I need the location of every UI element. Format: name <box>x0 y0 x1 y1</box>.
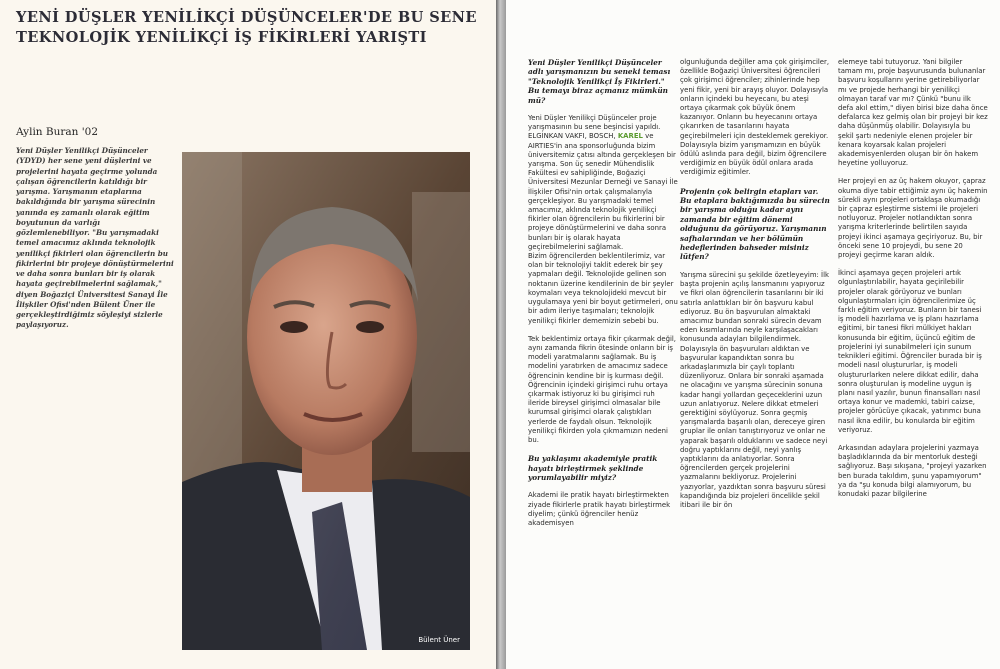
interview-answer: olgunluğunda değiller ama çok girişimciler, özellikle Boğaziçi Üniversitesi öğrencileri çok girişimci öğrenciler; zihinlerinde hep yeni fikir, yeni bir arayış oluyor. Dolayısıyla onların içindeki bu heyecanı, bu ateşi ortaya çıkarmak çok büyük önem kazanıyor. Onların bu heyecanını ortaya çıkarırken de tasarılarını hayata geçirebilmeleri için desteklemek gerekiyor. Dolayısıyla bizim yarışmamızın en büyük ödülü aslında para değil, bizim öğrencilere verdiğimiz en büyük ödül onlara arada verdiğimiz eğitimler. <box>680 58 830 177</box>
interview-answer: Yarışma sürecini şu şekilde özetleyeyim: İlk başta projenin açılış lansmanını yapıyoruz ve fikri olan öğrencilerin tasarılarını bir iki satırla anlattıkları bir ön başvuru kabul ediyoruz. Bu ön başvurulan almaktaki amacımız bundan sonraki sürecin devam eden kısımlarında neyle karşılaşacakları konusunda adayları bilgilendirmek. Dolayısıyla ön başvuruları aldıktan ve başvurular kapandıktan sonra bu arkadaşlarımızla bir çaylı toplantı düzenliyoruz. Onlara bir sonraki aşamada ne olacağını ve yarışma sürecinin sonuna kadar hangi yollardan geçeceklerini uzun uzun anlatıyoruz. Nelere dikkat etmeleri gerektiğini söylüyoruz. Sonra geçmiş yarışmalarda başarılı olan, dereceye giren gruplar ile onları tanıştırıyoruz ve onlar ne yaparak başarılı olduklarını ve sadece neyi doğru yaptıklarını değil, neyi yanlış yaptıklarını da anlatıyorlar. Sonra öğrencilerden gerçek projelerini yazmalarını bekliyoruz. Projelerini yazıyorlar, yazdıktan sonra başvuru süresi kapandığında biz projeleri öncelikle şekil itibari ile bir ön <box>680 270 829 509</box>
interview-answer: Her projeyi en az üç hakem okuyor, çapraz okuma diye tabir ettiğimiz aynı üç hakemin sürekli aynı projeleri ortaklaşa okumadığı bir çapraz eşleştirme sistemi ile projeleri notluyoruz. Projeler notlandıktan sonra yarışma kriterlerinde belirtilen sayıda projeyi ikinci aşamaya geçiriyoruz. Bu, bir önceki sene 10 projeydi, bu sene 20 projeyi geçirme kararı aldık. <box>838 177 988 260</box>
interview-answer: İkinci aşamaya geçen projeleri artık olgunlaştırılabilir, hayata geçirilebilir projeler olarak görüyoruz ve bunları olgunlaştırmaları için öğrencilerimize üç farklı eğitim veriyoruz. Bunların bir tanesi iş modeli hazırlama ve iş planı hazırlama eğitimi, bir tanesi fikri mülkiyet hakları konusunda bir eğitim, üçüncü eğitim de projelerini iyi sunabilmeleri için sunum teknikleri eğitimi. Öğrenciler burada bir iş modeli nasıl oluştururlar, iş modeli oluştururlarken nelere dikkat edilir, daha sonra oluşturulan iş modeline uygun iş planı nasıl yazılır, bunun finansalları nasıl ortaya konur ve mademki, tabiri caizse, projeler görücüye çıkacak, yatırımcı buna nasıl ikna edilir, bu konularda bir eğitim veriyoruz. <box>838 269 982 434</box>
sponsor-name-karel: KAREL <box>617 132 643 141</box>
interview-question: Yeni Düşler Yenilikçi Düşünceler adlı yarışmanızın bu seneki teması "Teknolojik Yenilikçi İş Fikirleri." Bu temayı biraz açmanız mümkün mü? <box>528 58 671 105</box>
left-page <box>0 0 496 669</box>
portrait-illustration <box>182 152 470 650</box>
interview-question: Projenin çok belirgin etapları var. Bu etaplara baktığımızda bu sürecin bir yarışma olduğu kadar aynı zamanda bir eğitim dönemi olduğunu da görüyoruz. Yarışmanın safhalarından ve her bölümün hedeflerinden bahseder misiniz lütfen? <box>680 186 830 262</box>
interview-answer: elemeye tabi tutuyoruz. Yani bilgiler tamam mı, proje başvurusunda bulunanlar başvuru koşullarını yerine getirebiliyorlar mı ve projede herhangi bir yenilikçi olmayan taraf var mı? Çünkü "bunu ilk defa akıl ettim," diyen birisi bize daha önce defalarca kez gelmiş olan bir projeyi bir kez daha düşünmüş olabilir. Dolayısıyla bu şekil şartı nedeniyle elenen projeler bir kenara koyarsak kalan projeleri akademisyenlerden oluşan bir ön hakem heyetine yolluyoruz. <box>838 58 988 168</box>
text-column-2 <box>680 58 830 519</box>
article-title-line-2: TEKNOLOJİK YENİLİKÇİ İŞ FİKİRLERİ YARIŞTI <box>16 29 427 46</box>
answer-text: Bizim öğrencilerden beklentilerimiz, var olan bir teknolojiyi taklit ederek bir şey yapmaları değil. Teknolojide gelinen son noktanın üzerine kendilerinin de bir şeyler koymaları veya teknolojideki mevcut bir uygulamaya yeni bir boyut getirmeleri, onu bir adım ileriye taşımaları; teknolojik yenilikçi fikirler dememizin sebebi bu. <box>528 252 678 325</box>
text-column-1 <box>528 58 678 537</box>
photo-caption: Bülent Üner <box>418 636 460 644</box>
article-title <box>16 8 486 48</box>
interview-answer: Arkasından adaylara projelerini yazmaya başladıklarında da bir mentorluk desteği sağlıyoruz. Başı sıkışana, "projeyi yazarken ben burada takıldım, şunu yapamıyorum" ya da "şu konuda bilgi alamıyorum, bu konudaki pazar bilgilerine <box>838 443 987 498</box>
interview-answer <box>528 114 678 326</box>
intro-paragraph: Yeni Düşler Yenilikçi Düşünceler (YDYD) her sene yeni düşlerini ve projelerini hayata geçirme yolunda çalışan öğrencilerin katıldığı bir yarışma. Yarışmanın etaplarına bakıldığında bir yarışma sürecinin yanında eş zamanlı olarak eğitim boyutunun da varlığı gözlemlenebiliyor. "Bu yarışmadaki temel amacımız aklında teknolojik yenilikçi fikirleri olan öğrencilerin bu fikirlerini bir projeye dönüştürmelerini ve daha sonra bunları bir iş olarak hayata geçirebilmelerini sağlamak," diyen Boğaziçi Üniversitesi Sanayi İle İlişkiler Ofisi'nden Bülent Üner ile gerçekleştirdiğimiz söyleşiyi sizlerle paylaşıyoruz. <box>16 146 174 330</box>
right-page <box>506 0 1000 669</box>
page-gutter <box>496 0 506 669</box>
interview-answer: Tek beklentimiz ortaya fikir çıkarmak değil, aynı zamanda fikrin ötesinde onların bir iş modeli yaratmalarını sağlamak. Bu iş modelini yaratırken de amacımız sadece öğrencinin kendine bir iş kurması değil. Öğrencinin içindeki girişimci ruhu ortaya çıkarmak istiyoruz ki bu girişimci ruh ileride bireysel girişimci olmasalar bile kurumsal girişimci olarak çalıştıkları yerlerde de faydalı olsun. Teknolojik yenilikçi fikirden yola çıkmamızın nedeni bu. <box>528 334 676 444</box>
portrait-photo <box>182 152 470 650</box>
answer-text: ve AIRTIES'in ana sponsorluğunda bizim üniversitemiz çatısı altında gerçekleşen bir yarışma. Son üç senedir Mühendislik Fakültesi ev sahipliğinde, Boğaziçi Üniversitesi Mezunlar Derneği ve Sanayi İle İlişkiler Ofisi'nin ortak çalışmalarıyla gerçekleşiyor. Bu yarışmadaki temel amacımız, aklında teknolojik yenilikçi fikirler olan öğrencilerin bu fikirlerini bir projeye dönüştürmelerini ve daha sonra bunları bir iş olarak hayata geçirebilmelerini sağlamak. <box>528 132 678 251</box>
author-byline: Aylin Buran '02 <box>16 126 99 138</box>
interview-question: Bu yaklaşımı akademiyle pratik hayatı birleştirmek şeklinde yorumlayabilir miyiz? <box>528 454 658 482</box>
answer-text: Yeni Düşler Yenilikçi Düşünceler proje yarışmasının bu sene beşincisi yapıldı. ELGİNKAN VAKFI, BOSCH, <box>528 114 661 141</box>
article-title-line-1: YENİ DÜŞLER YENİLİKÇİ DÜŞÜNCELER'DE BU SENE <box>16 9 477 26</box>
text-column-3 <box>838 58 988 508</box>
interview-answer: Akademi ile pratik hayatı birleştirmekten ziyade fikirlerle pratik hayatı birleştirmek diyelim; çünkü öğrenciler henüz akademisyen <box>528 491 671 527</box>
